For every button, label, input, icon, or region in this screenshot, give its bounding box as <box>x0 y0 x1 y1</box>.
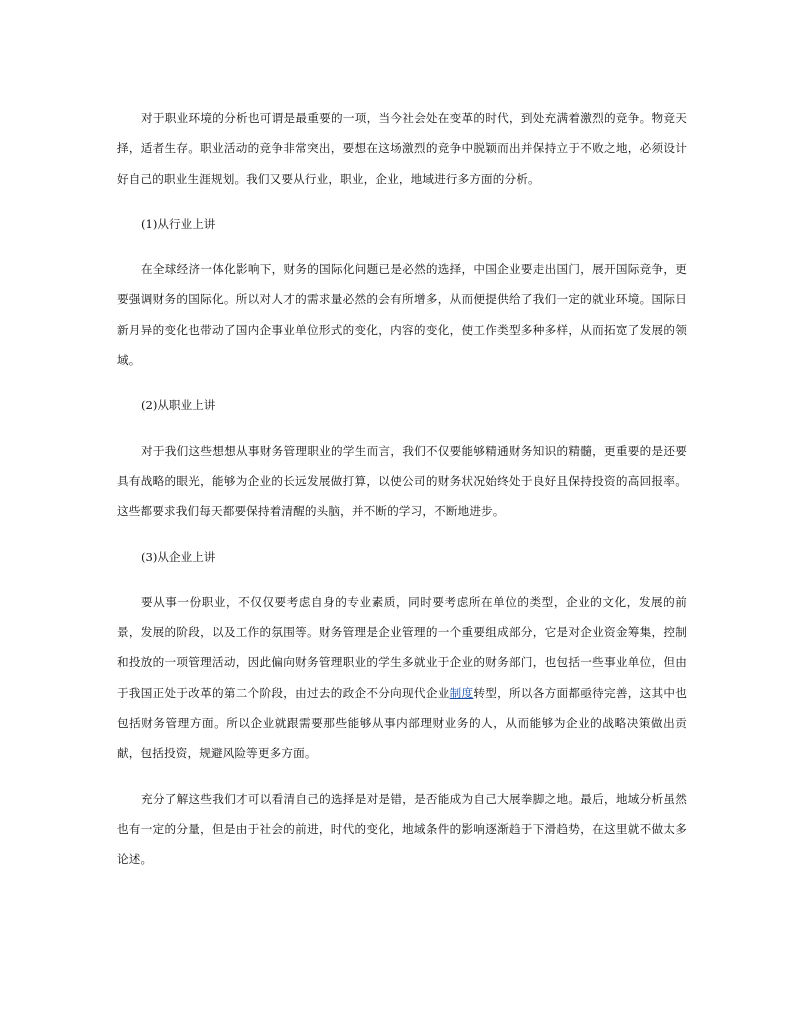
paragraph-career-environment: 对于职业环境的分析也可谓是最重要的一项，当今社会处在变革的时代，到处充满着激烈的竞争。物竞天择，适者生存。职业活动的竞争非常突出，要想在这场激烈的竞争中脱颖而出并保持立于不败之地，必须设计好自己的职业生涯规划。我们又要从行业，职业，企业，地域进行多方面的分析。 <box>117 111 687 186</box>
paragraph-industry: 在全球经济一体化影响下，财务的国际化问题已是必然的选择，中国企业要走出国门，展开国际竞争，更要强调财务的国际化。所以对人才的需求量必然的会有所增多，从而便提供给了我们一定的就业环境。国际日新月异的变化也带动了国内企事业单位形式的变化，内容的变化，使工作类型多种多样，从而拓宽了发展的领域。 <box>117 262 687 368</box>
paragraph-enterprise-text-after: 转型，所以各方面都亟待完善，这其中也包括财务管理方面。所以企业就跟需要那些能够从事内部理财业务的人，从而能够为企业的战略决策做出贡献，包括投资，规避风险等更多方面。 <box>117 685 688 761</box>
section-heading-industry: (1)从行业上讲 <box>141 216 216 231</box>
paragraph-enterprise <box>117 587 687 769</box>
document-body <box>117 103 687 890</box>
section-heading-occupation: (2)从职业上讲 <box>141 398 216 413</box>
system-link[interactable]: 制度 <box>449 685 474 700</box>
paragraph-enterprise-text-before: 要从事一份职业，不仅仅要考虑自身的专业素质，同时要考虑所在单位的类型，企业的文化，发展的前景，发展的阶段，以及工作的氛围等。财务管理是企业管理的一个重要组成部分，它是对企业资金筹集，控制和投放的一项管理活动，因此偏向财务管理职业的学生多就业于企业的财务部门，也包括一些事业单位，但由于我国正处于改革的第二个阶段，由过去的政企不分向现代企业 <box>117 594 687 700</box>
paragraph-conclusion: 充分了解这些我们才可以看清自己的选择是对是错，是否能成为自己大展拳脚之地。最后，地域分析虽然也有一定的分量，但是由于社会的前进，时代的变化，地域条件的影响逐渐趋于下滑趋势，在这里就不做太多论述。 <box>117 791 687 867</box>
paragraph-occupation: 对于我们这些想想从事财务管理职业的学生而言，我们不仅要能够精通财务知识的精髓，更重要的是还要具有战略的眼光，能够为企业的长远发展做打算，以使公司的财务状况始终处于良好且保持投资的高回报率。这些都要求我们每天都要保持着清醒的头脑，并不断的学习，不断地进步。 <box>117 443 687 519</box>
section-heading-enterprise: (3)从企业上讲 <box>141 549 216 564</box>
